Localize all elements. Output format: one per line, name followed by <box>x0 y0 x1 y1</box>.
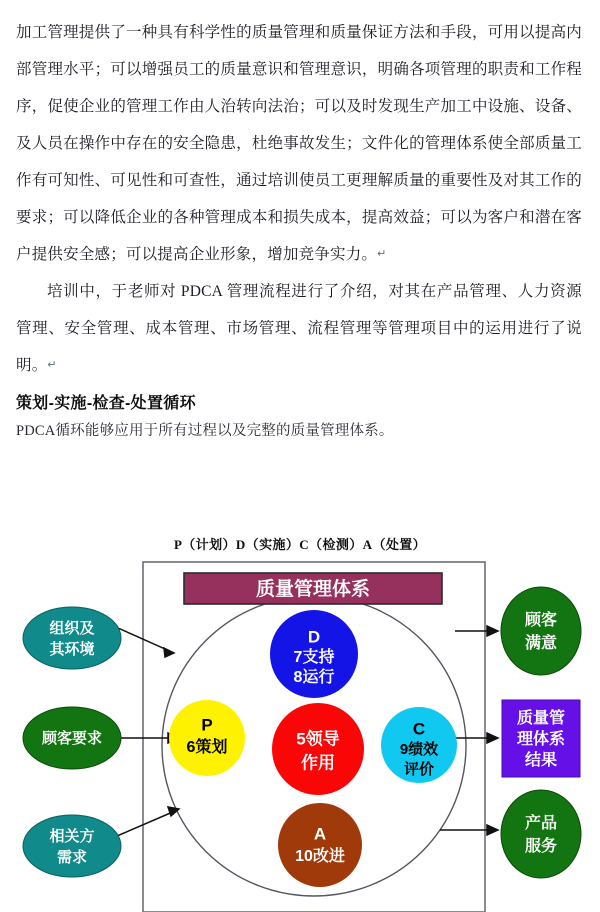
output-customer-satisfaction-line1: 顾客 <box>524 612 558 630</box>
cycle-node-d-letter: D <box>307 627 321 647</box>
output-customer-satisfaction-line2: 满意 <box>524 635 558 653</box>
input-organization-context-line2: 其环境 <box>49 640 95 658</box>
cycle-core-leadership <box>272 703 364 795</box>
paragraph-1 <box>0 0 600 273</box>
section-heading: 策划-实施-检查-处置循环 <box>16 395 196 412</box>
output-product-service-line2: 服务 <box>524 838 558 856</box>
figure-caption: P（计划）D（实施）C（检测）A（处置） <box>173 537 427 552</box>
cycle-core-line2: 作用 <box>301 753 335 773</box>
cycle-node-c-letter: C <box>412 719 426 739</box>
section-subtitle: PDCA循环能够应用于所有过程以及完整的质量管理体系。 <box>16 423 394 439</box>
pilcrow-mark: ↵ <box>47 359 57 371</box>
output-qms-results <box>502 700 580 777</box>
input-organization-context-line1: 组织及 <box>49 619 95 637</box>
output-customer-satisfaction <box>501 587 581 675</box>
pilcrow-mark: ↵ <box>377 248 387 260</box>
input-customer-requirements <box>23 707 121 769</box>
cycle-core-line1: 5领导 <box>296 729 340 749</box>
cycle-node-c <box>381 707 457 783</box>
output-product-service <box>501 790 581 878</box>
cycle-node-p <box>169 700 245 776</box>
input-organization-context <box>23 607 121 669</box>
paragraph-2 <box>0 273 600 384</box>
paragraph-2-text: 培训中，于老师对 PDCA 管理流程进行了介绍，对其在产品管理、人力资源管理、安全管理、成本管理、市场管理、流程管理等管理项目中的运用进行了说明。 <box>16 283 582 374</box>
cycle-node-a-letter: A <box>313 824 327 844</box>
document-body <box>0 0 600 440</box>
cycle-node-c-detail2: 评价 <box>403 760 435 778</box>
cycle-node-d-detail2: 8运行 <box>293 669 335 687</box>
output-qms-results-line3: 结果 <box>524 752 558 770</box>
cycle-node-d <box>270 610 358 698</box>
cycle-node-a-detail1: 10改进 <box>295 848 345 866</box>
input-interested-parties <box>23 815 121 877</box>
banner-quality-system <box>184 573 442 604</box>
cycle-node-c-detail1: 9绩效 <box>399 740 439 758</box>
cycle-node-d-detail1: 7支持 <box>293 649 335 667</box>
banner-label: 质量管理体系 <box>255 579 371 601</box>
output-qms-results-line1: 质量管 <box>516 710 566 728</box>
output-product-service-line1: 产品 <box>524 815 558 833</box>
paragraph-1-text: 加工管理提供了一种具有科学性的质量管理和质量保证方法和手段，可用以提高内部管理水平；可以增强员工的质量意识和管理意识，明确各项管理的职责和工作程序，促使企业的管理工作由人治转向法治；可以及时发现生产加工中设施、设备、及人员在操作中存在的安全隐患，杜绝事故发生；文件化的管理体系使全部质量工作有可知性、可见性和可查性，通过培训使员工更理解质量的重要性及对其工作的要求；可以降低企业的各种管理成本和损失成本，提高效益；可以为客户和潜在客户提供安全感；可以提高企业形象，增加竞争实力。 <box>16 24 582 263</box>
pdca-diagram-svg <box>0 534 600 912</box>
cycle-node-a <box>278 803 362 887</box>
output-qms-results-line2: 理体系 <box>516 731 566 749</box>
cycle-node-p-letter: P <box>201 715 213 735</box>
pdca-figure <box>0 534 600 912</box>
cycle-node-p-detail1: 6策划 <box>186 739 228 757</box>
input-customer-requirements-line1: 顾客要求 <box>41 729 103 747</box>
input-interested-parties-line2: 需求 <box>56 848 88 866</box>
input-interested-parties-line1: 相关方 <box>49 827 95 845</box>
